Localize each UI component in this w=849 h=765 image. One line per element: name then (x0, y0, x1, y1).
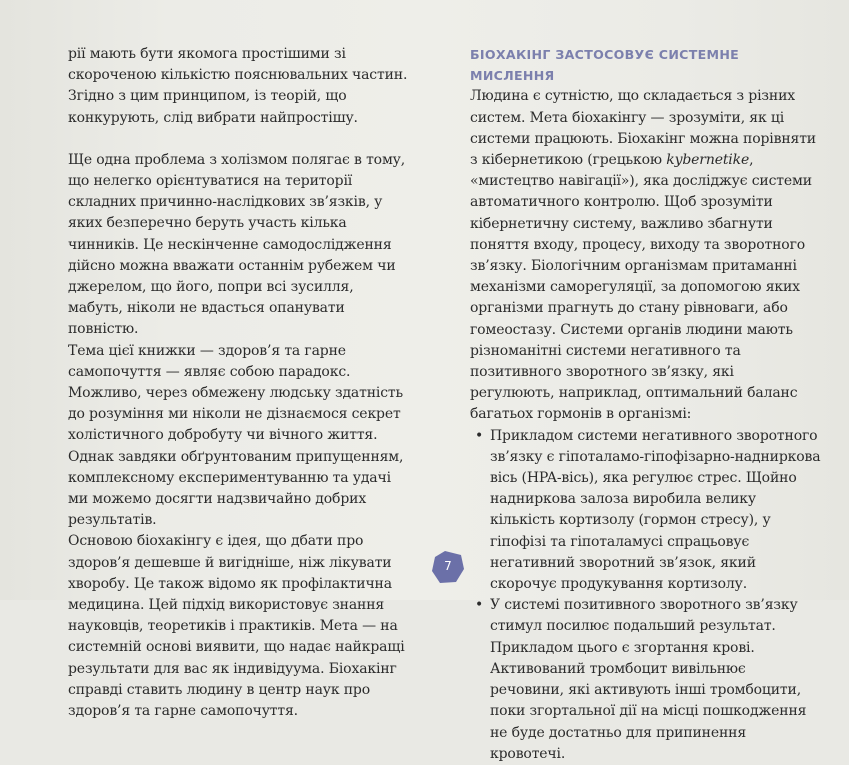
paragraph-gap (68, 129, 412, 150)
italic-term: kybernetike (666, 152, 750, 169)
left-column (68, 44, 412, 722)
right-paragraph-1 (470, 86, 822, 425)
page-number: 7 (444, 559, 452, 573)
left-paragraph-3: Тема цієї книжки — здоров’я та гарне самопочуття — являє собою парадокс. Можливо, через обмежену людську здатність до розуміння ми ніколи не дізнаємося секрет холістичного добробуту чи вічного життя. Однак завдяки обґрунтованим припущенням, комплексному експериментуванню та удачі ми можемо досягти надзвичайно добрих результатів. (68, 342, 404, 529)
bullet-item-negative-feedback: • Прикладом системи негативного зворотного зв’язку є гіпоталамо-гіпофізарно-надниркова вісь (HPA-вісь), яка регулює стрес. Щойно надниркова залоза виробила велику кількість кортизолу (гормон стресу), у гіпофізі та гіпоталамусі спрацьовує негативний зворотний зв’язок, який скорочує продукування кортизолу. (470, 426, 822, 596)
right-paragraph-1-end: , «мистецтво навігації»), яка досліджує системи автоматичного контролю. Щоб зрозуміти кібернетичну систему, важливо збагнути поняття входу, процесу, виходу та зворотного зв’язку. Біологічним організмам притаманні механізми саморегуляції, за допомогою яких організми прагнуть до стану рівноваги, або гомеостазу. Системи органів людини мають різноманітні системи негативного та позитивного зворотного зв’язку, які регулюють, наприклад, оптимальний баланс багатьох гормонів в організмі: (470, 152, 812, 423)
left-paragraph-4: Основою біохакінгу є ідея, що дбати про здоров’я дешевше й вигідніше, ніж лікувати хворобу. Це також відомо як профілактична медицина. Цей підхід використовує знання науковців, теоретиків і практиків. Мета — на системній основі виявити, що надає найкращі результати для вас як індивідуума. Біохакінг справді ставить людину в центр наук про здоров’я та гарне самопочуття. (68, 533, 405, 720)
right-paragraph-1-start: Людина є сутністю, що складається з різних систем. Мета біохакінгу — зрозуміти, як ці системи працюють. Біохакінг можна порівняти з кібернетикою (грецькою (470, 88, 816, 169)
right-column (470, 44, 822, 765)
bullet-item-positive-feedback: • У системі позитивного зворотного зв’язку стимул посилює подальший результат. Прикладом цього є згортання крові. Активований тромбоцит вивільнює речовини, які активують інші тромбоцити, поки згортальної дії на місці пошкодження не буде достатньо для припинення кровотечі. (470, 595, 822, 765)
section-heading: БІОХАКІНГ ЗАСТОСОВУЄ СИСТЕМНЕ МИСЛЕННЯ (470, 47, 740, 84)
left-paragraph-2: Ще одна проблема з холізмом полягає в тому, що нелегко орієнтуватися на території складних причинно-наслідкових зв’язків, у яких безперечно беруть участь кілька чинників. Це нескінченне самодослідження дійсно можна вважати останнім рубежем чи джерелом, що його, попри всі зусилля, мабуть, ніколи не вдасться опанувати повністю. (68, 151, 406, 338)
page-number-badge (431, 550, 465, 584)
left-paragraph-1: рії мають бути якомога простішими зі скороченою кількістю пояснювальних частин. Згідно з цим принципом, із теорій, що конкурують, слід вибрати найпростішу. (68, 46, 408, 126)
